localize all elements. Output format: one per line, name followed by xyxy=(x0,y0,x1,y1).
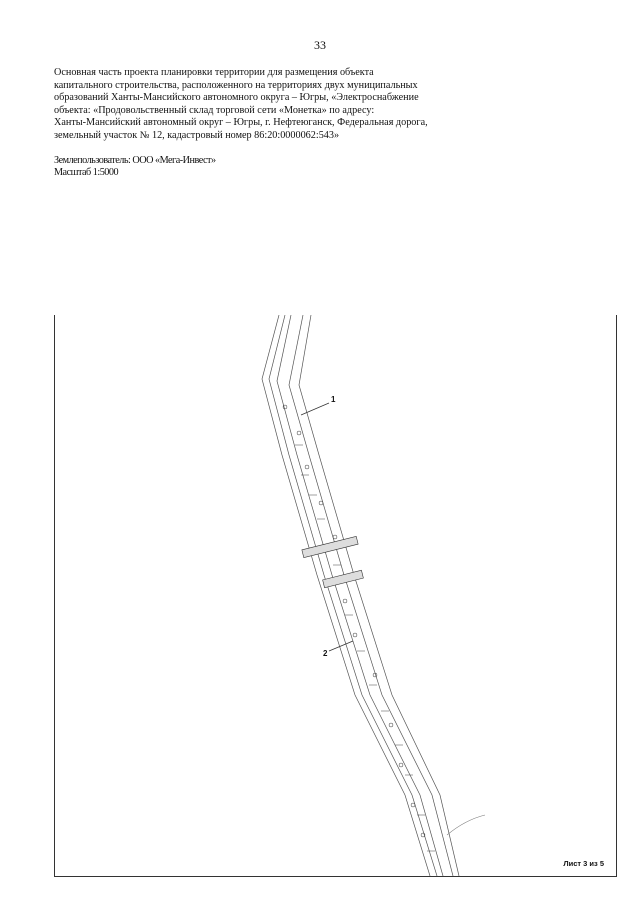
terrain-contour xyxy=(447,815,485,835)
corridor-lines xyxy=(262,315,459,876)
hatched-road-crossing-1 xyxy=(302,536,358,557)
plan-drawing xyxy=(55,315,616,876)
map-frame xyxy=(54,315,617,877)
header-line: земельный участок № 12, кадастровый номер 86:20:0000062:543» xyxy=(54,129,340,141)
leader-lines xyxy=(301,403,353,651)
header-line: Ханты-Мансийский автономный округ – Югры, г. Нефтеюганск, Федеральная дорога, xyxy=(54,117,428,129)
header-line: Основная часть проекта планировки территории для размещения объекта xyxy=(54,67,374,78)
utility-ticks xyxy=(295,445,435,851)
callout-1: 1 xyxy=(331,395,336,404)
marker-symbols xyxy=(283,405,425,837)
land-user: Землепользователь: ООО «Мега-Инвест» xyxy=(54,155,216,166)
sheet-label: Лист 3 из 5 xyxy=(563,859,604,868)
document-header xyxy=(54,67,504,143)
callout-2: 2 xyxy=(323,649,328,658)
scale: Масштаб 1:5000 xyxy=(54,167,119,178)
header-line: капитального строительства, расположенного на территориях двух муниципальных xyxy=(54,79,418,91)
header-line: объекта: «Продовольственный склад торговой сети «Монетка» по адресу: xyxy=(54,104,375,116)
page-number: 33 xyxy=(314,38,326,52)
header-line: образований Ханты-Мансийского автономного округа – Югры, «Электроснабжение xyxy=(54,92,419,104)
